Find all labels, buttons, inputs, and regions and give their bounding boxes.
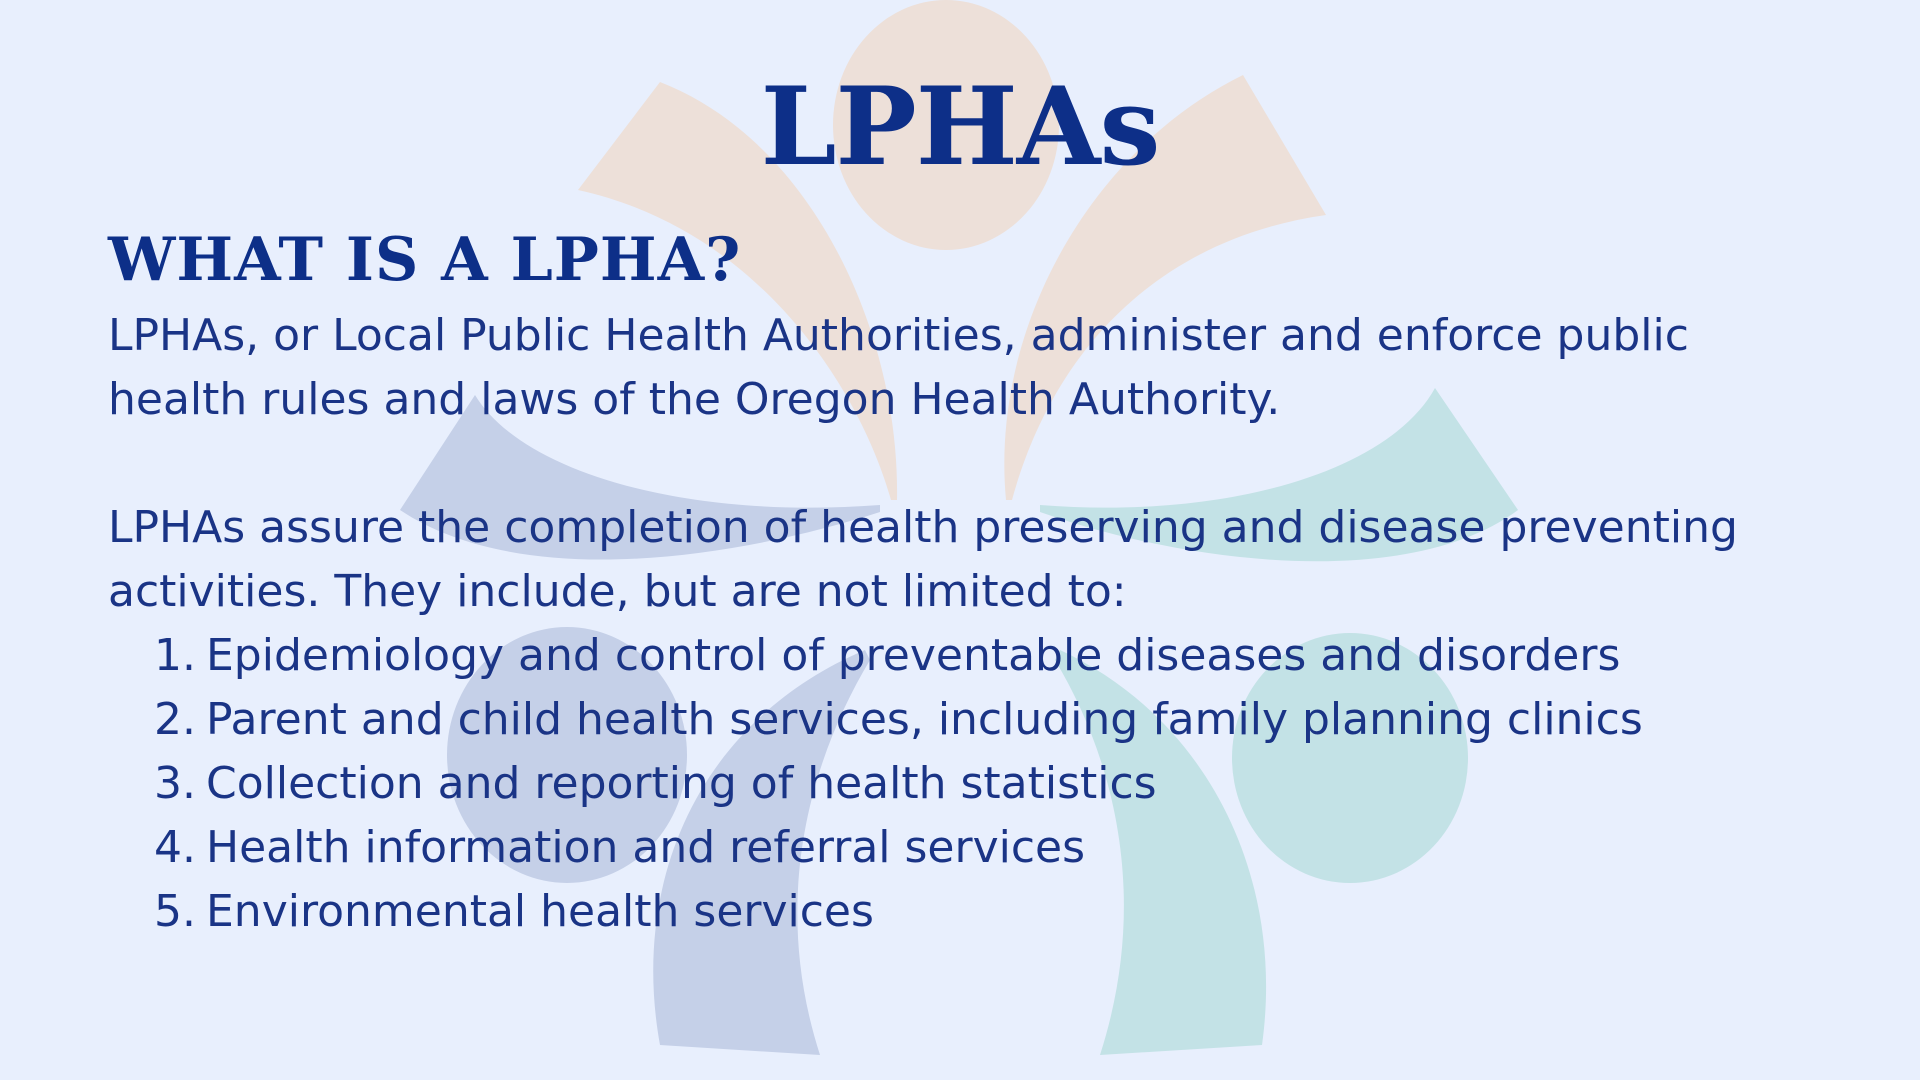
list-item — [140, 752, 1643, 816]
list-item — [140, 880, 1643, 944]
section-heading: WHAT IS A LPHA? — [108, 225, 742, 295]
activities-paragraph: LPHAs assure the completion of health preserving and disease preventing activities. They include, but are not limited to: — [108, 502, 1738, 617]
list-item-text: Epidemiology and control of preventable diseases and disorders — [206, 630, 1621, 681]
list-item-text: Collection and reporting of health statistics — [206, 758, 1157, 809]
list-item-number: 4. — [154, 822, 196, 873]
slide-title: LPHAs — [760, 64, 1160, 190]
list-item-text: Environmental health services — [206, 886, 874, 937]
list-item-number: 3. — [154, 758, 196, 809]
list-item-text: Parent and child health services, including family planning clinics — [206, 694, 1643, 745]
intro-paragraph: LPHAs, or Local Public Health Authorities, administer and enforce public health rules and laws of the Oregon Health Authority. — [108, 310, 1689, 425]
activities-list — [140, 624, 1643, 944]
list-item — [140, 688, 1643, 752]
list-item-number: 1. — [154, 630, 196, 681]
list-item-text: Health information and referral services — [206, 822, 1086, 873]
list-item — [140, 624, 1643, 688]
list-item — [140, 816, 1643, 880]
list-item-number: 2. — [154, 694, 196, 745]
list-item-number: 5. — [154, 886, 196, 937]
